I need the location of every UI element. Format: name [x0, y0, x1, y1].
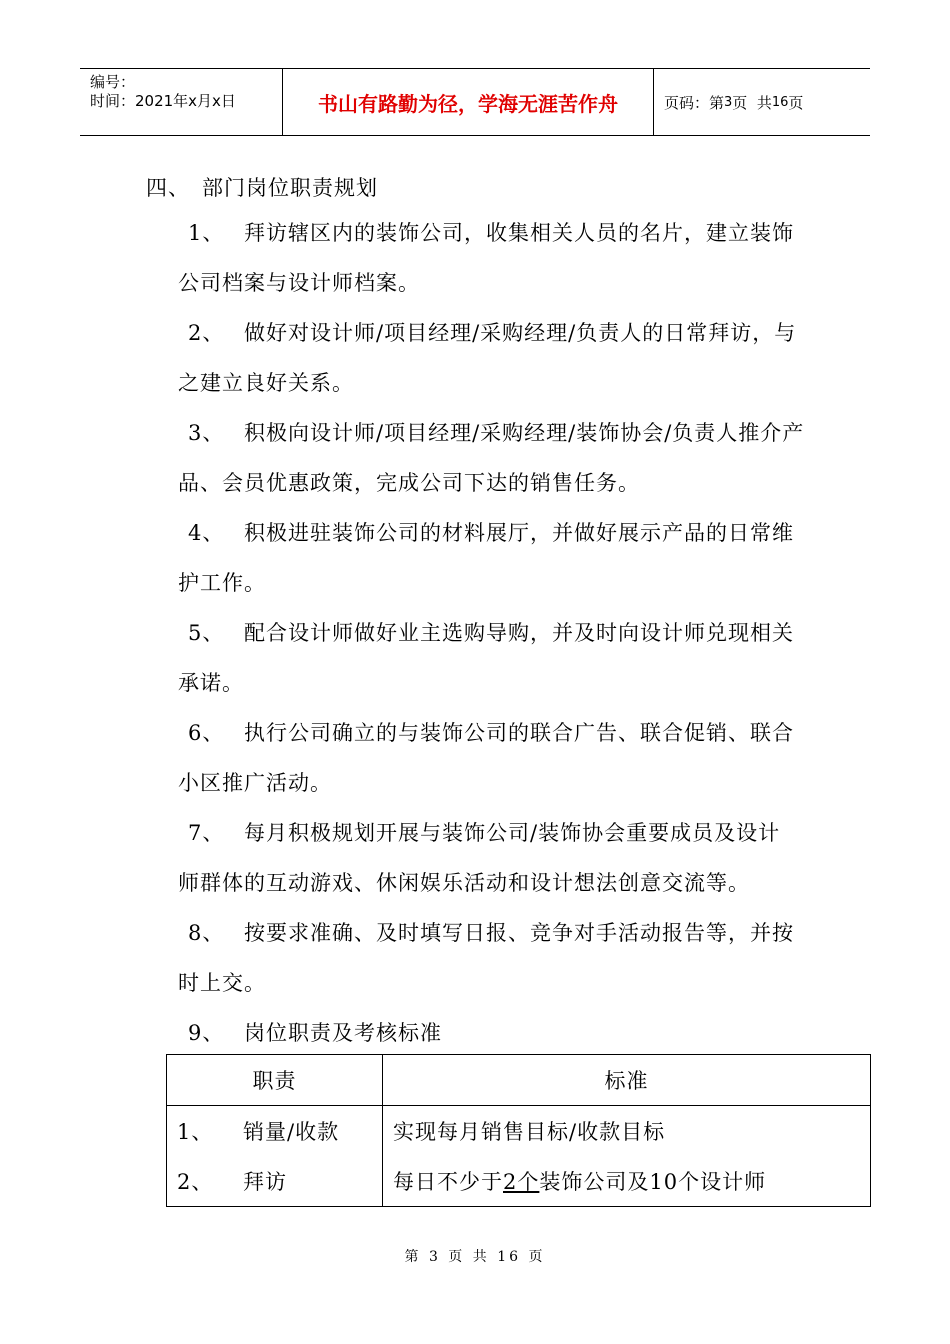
- duty-item: [178, 918, 818, 998]
- table-header-standard: 标准: [383, 1055, 871, 1106]
- item-text-line2: 之建立良好关系。: [178, 371, 354, 395]
- header-number-label: 编号：: [90, 73, 136, 91]
- item-text-line1: 岗位职责及考核标准: [244, 1021, 442, 1045]
- page-total: 16: [771, 94, 789, 110]
- table-cell-standard: 实现每月销售目标/收款目标: [383, 1106, 871, 1157]
- row-number: 2、: [177, 1170, 214, 1194]
- item-number: 5、: [188, 621, 225, 645]
- header-page-info: [654, 69, 870, 135]
- item-text-line2: 品、会员优惠政策，完成公司下达的销售任务。: [178, 471, 640, 495]
- duty-item: [178, 718, 818, 798]
- item-text-line2: 护工作。: [178, 571, 266, 595]
- section-number: 四、: [146, 176, 190, 200]
- section-title: 部门岗位职责规划: [202, 176, 378, 200]
- item-text-line2: 承诺。: [178, 671, 244, 695]
- item-text-line2: 公司档案与设计师档案。: [178, 271, 420, 295]
- item-number: 7、: [188, 821, 225, 845]
- item-text-line1: 积极向设计师/项目经理/采购经理/装饰协会/负责人推介产: [244, 421, 805, 445]
- item-text-line2: 时上交。: [178, 971, 266, 995]
- page-label-suffix: 页: [788, 93, 804, 112]
- item-text-line1: 每月积极规划开展与装饰公司/装饰协会重要成员及设计: [244, 821, 781, 845]
- item-text-line1: 执行公司确立的与装饰公司的联合广告、联合促销、联合: [244, 721, 794, 745]
- standard-post: 装饰公司及10个设计师: [539, 1170, 767, 1194]
- item-number: 4、: [188, 521, 225, 545]
- item-number: 1、: [188, 221, 225, 245]
- item-text-line1: 配合设计师做好业主选购导购，并及时向设计师兑现相关: [244, 621, 794, 645]
- page-header: [80, 68, 870, 136]
- item-text-line1: 按要求准确、及时填写日报、竞争对手活动报告等，并按: [244, 921, 794, 945]
- standard-underlined: 2个: [503, 1170, 540, 1194]
- item-number: 3、: [188, 421, 225, 445]
- table-cell-duty: [167, 1156, 383, 1207]
- item-number: 8、: [188, 921, 225, 945]
- duty-item: [178, 318, 818, 398]
- item-text-line1: 拜访辖区内的装饰公司，收集相关人员的名片，建立装饰: [244, 221, 794, 245]
- item-text-line2: 小区推广活动。: [178, 771, 332, 795]
- table-cell-duty: [167, 1106, 383, 1157]
- header-time-label: 时间：2021年x月x日: [90, 92, 236, 110]
- item-text-line1: 做好对设计师/项目经理/采购经理/负责人的日常拜访，与: [244, 321, 797, 345]
- duty-item: [178, 518, 818, 598]
- section-heading: [146, 172, 378, 202]
- page-footer: 第 3 页 共 16 页: [404, 1249, 546, 1265]
- duty-item: [178, 418, 818, 498]
- duty-item: [178, 618, 818, 698]
- duty-item: [178, 818, 818, 898]
- standard-pre: 每日不少于: [393, 1170, 503, 1194]
- page-label-prefix: 页码：第: [664, 93, 725, 112]
- table-cell-standard: [383, 1156, 871, 1207]
- duty-item: [178, 218, 818, 298]
- item-number: 6、: [188, 721, 225, 745]
- header-motto: 书山有路勤为径，学海无涯苦作舟: [282, 69, 654, 135]
- header-meta: [80, 69, 282, 135]
- item-number: 9、: [188, 1021, 225, 1045]
- row-duty: 拜访: [243, 1170, 287, 1194]
- duty-table: [166, 1054, 871, 1207]
- table-header-duty: 职责: [167, 1055, 383, 1106]
- table-row: [167, 1156, 871, 1207]
- page-label-mid: 页 共: [732, 93, 772, 112]
- table-row: [167, 1106, 871, 1157]
- row-duty: 销量/收款: [243, 1120, 340, 1144]
- item-number: 2、: [188, 321, 225, 345]
- item-text-line1: 积极进驻装饰公司的材料展厅，并做好展示产品的日常维: [244, 521, 794, 545]
- item-text-line2: 师群体的互动游戏、休闲娱乐活动和设计想法创意交流等。: [178, 871, 750, 895]
- page-number: 3: [724, 94, 733, 110]
- row-number: 1、: [177, 1120, 214, 1144]
